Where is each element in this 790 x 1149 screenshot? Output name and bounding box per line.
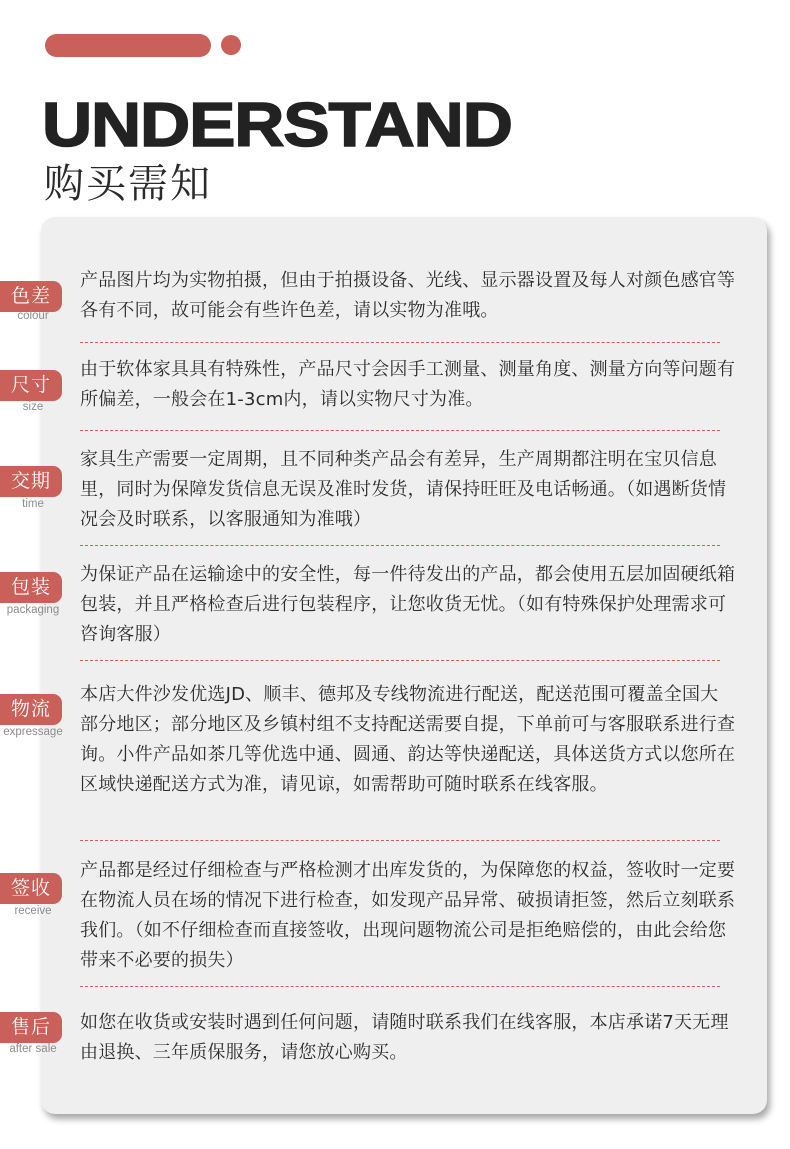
notice-panel xyxy=(41,217,767,1114)
section-text: 本店大件沙发优选JD、顺丰、德邦及专线物流进行配送，配送范围可覆盖全国大部分地区；部分地区及乡镇村组不支持配送需要自提，下单前可与客服联系进行查询。小件产品如茶几等优选中通、圆通、韵达等快递配送，具体送货方式以您所在区域快递配送方式为准，请见谅，如需帮助可随时联系在线客服。 xyxy=(80,684,736,795)
section-tag: 包装 xyxy=(0,572,62,603)
decorative-dot xyxy=(221,35,241,55)
dashed-divider xyxy=(80,660,720,661)
section-tag: 售后 xyxy=(0,1012,62,1043)
section-text: 家具生产需要一定周期，且不同种类产品会有差异，生产周期都注明在宝贝信息里，同时为保障发货信息无误及准时发货，请保持旺旺及电话畅通。（如遇断货情况会及时联系，以客服通知为准哦） xyxy=(80,449,727,530)
section-tag-en: expressage xyxy=(3,726,63,738)
section-tag-en: colour xyxy=(17,310,49,322)
section-tag-en: time xyxy=(22,498,44,510)
section-tag-en: packaging xyxy=(6,604,60,616)
dashed-divider xyxy=(80,430,720,431)
decorative-bar xyxy=(45,34,211,57)
section-text: 由于软体家具具有特殊性，产品尺寸会因手工测量、测量角度、测量方向等问题有所偏差，一般会在1-3cm内，请以实物尺寸为准。 xyxy=(80,359,736,410)
dashed-divider xyxy=(80,986,720,987)
page-title-en: UNDERSTAND xyxy=(42,91,512,160)
section-text: 产品图片均为实物拍摄，但由于拍摄设备、光线、显示器设置及每人对颜色感官等各有不同，故可能会有些许色差，请以实物为准哦。 xyxy=(80,270,736,321)
section-tag: 色差 xyxy=(0,281,62,312)
section-tag: 交期 xyxy=(0,466,62,497)
section-tag: 物流 xyxy=(0,694,62,725)
section-tag: 签收 xyxy=(0,873,62,904)
section-tag: 尺寸 xyxy=(0,370,62,401)
dashed-divider xyxy=(80,840,720,841)
section-text: 如您在收货或安装时遇到任何问题，请随时联系我们在线客服，本店承诺7天无理由退换、三年质保服务，请您放心购买。 xyxy=(80,1012,729,1063)
section-tag-en: size xyxy=(22,401,44,413)
dashed-divider xyxy=(80,342,720,343)
dashed-divider xyxy=(80,545,720,546)
section-tag-en: receive xyxy=(14,905,52,917)
section-tag-en: after sale xyxy=(9,1043,57,1055)
section-text: 产品都是经过仔细检查与严格检测才出库发货的，为保障您的权益，签收时一定要在物流人员在场的情况下进行检查，如发现产品异常、破损请拒签，然后立刻联系我们。（如不仔细检查而直接签收，出现问题物流公司是拒绝赔偿的，由此会给您带来不必要的损失） xyxy=(80,860,736,971)
section-text: 为保证产品在运输途中的安全性，每一件待发出的产品，都会使用五层加固硬纸箱包装，并且严格检查后进行包装程序，让您收货无忧。（如有特殊保护处理需求可咨询客服） xyxy=(80,564,736,645)
page-title-cn: 购买需知 xyxy=(44,161,212,207)
